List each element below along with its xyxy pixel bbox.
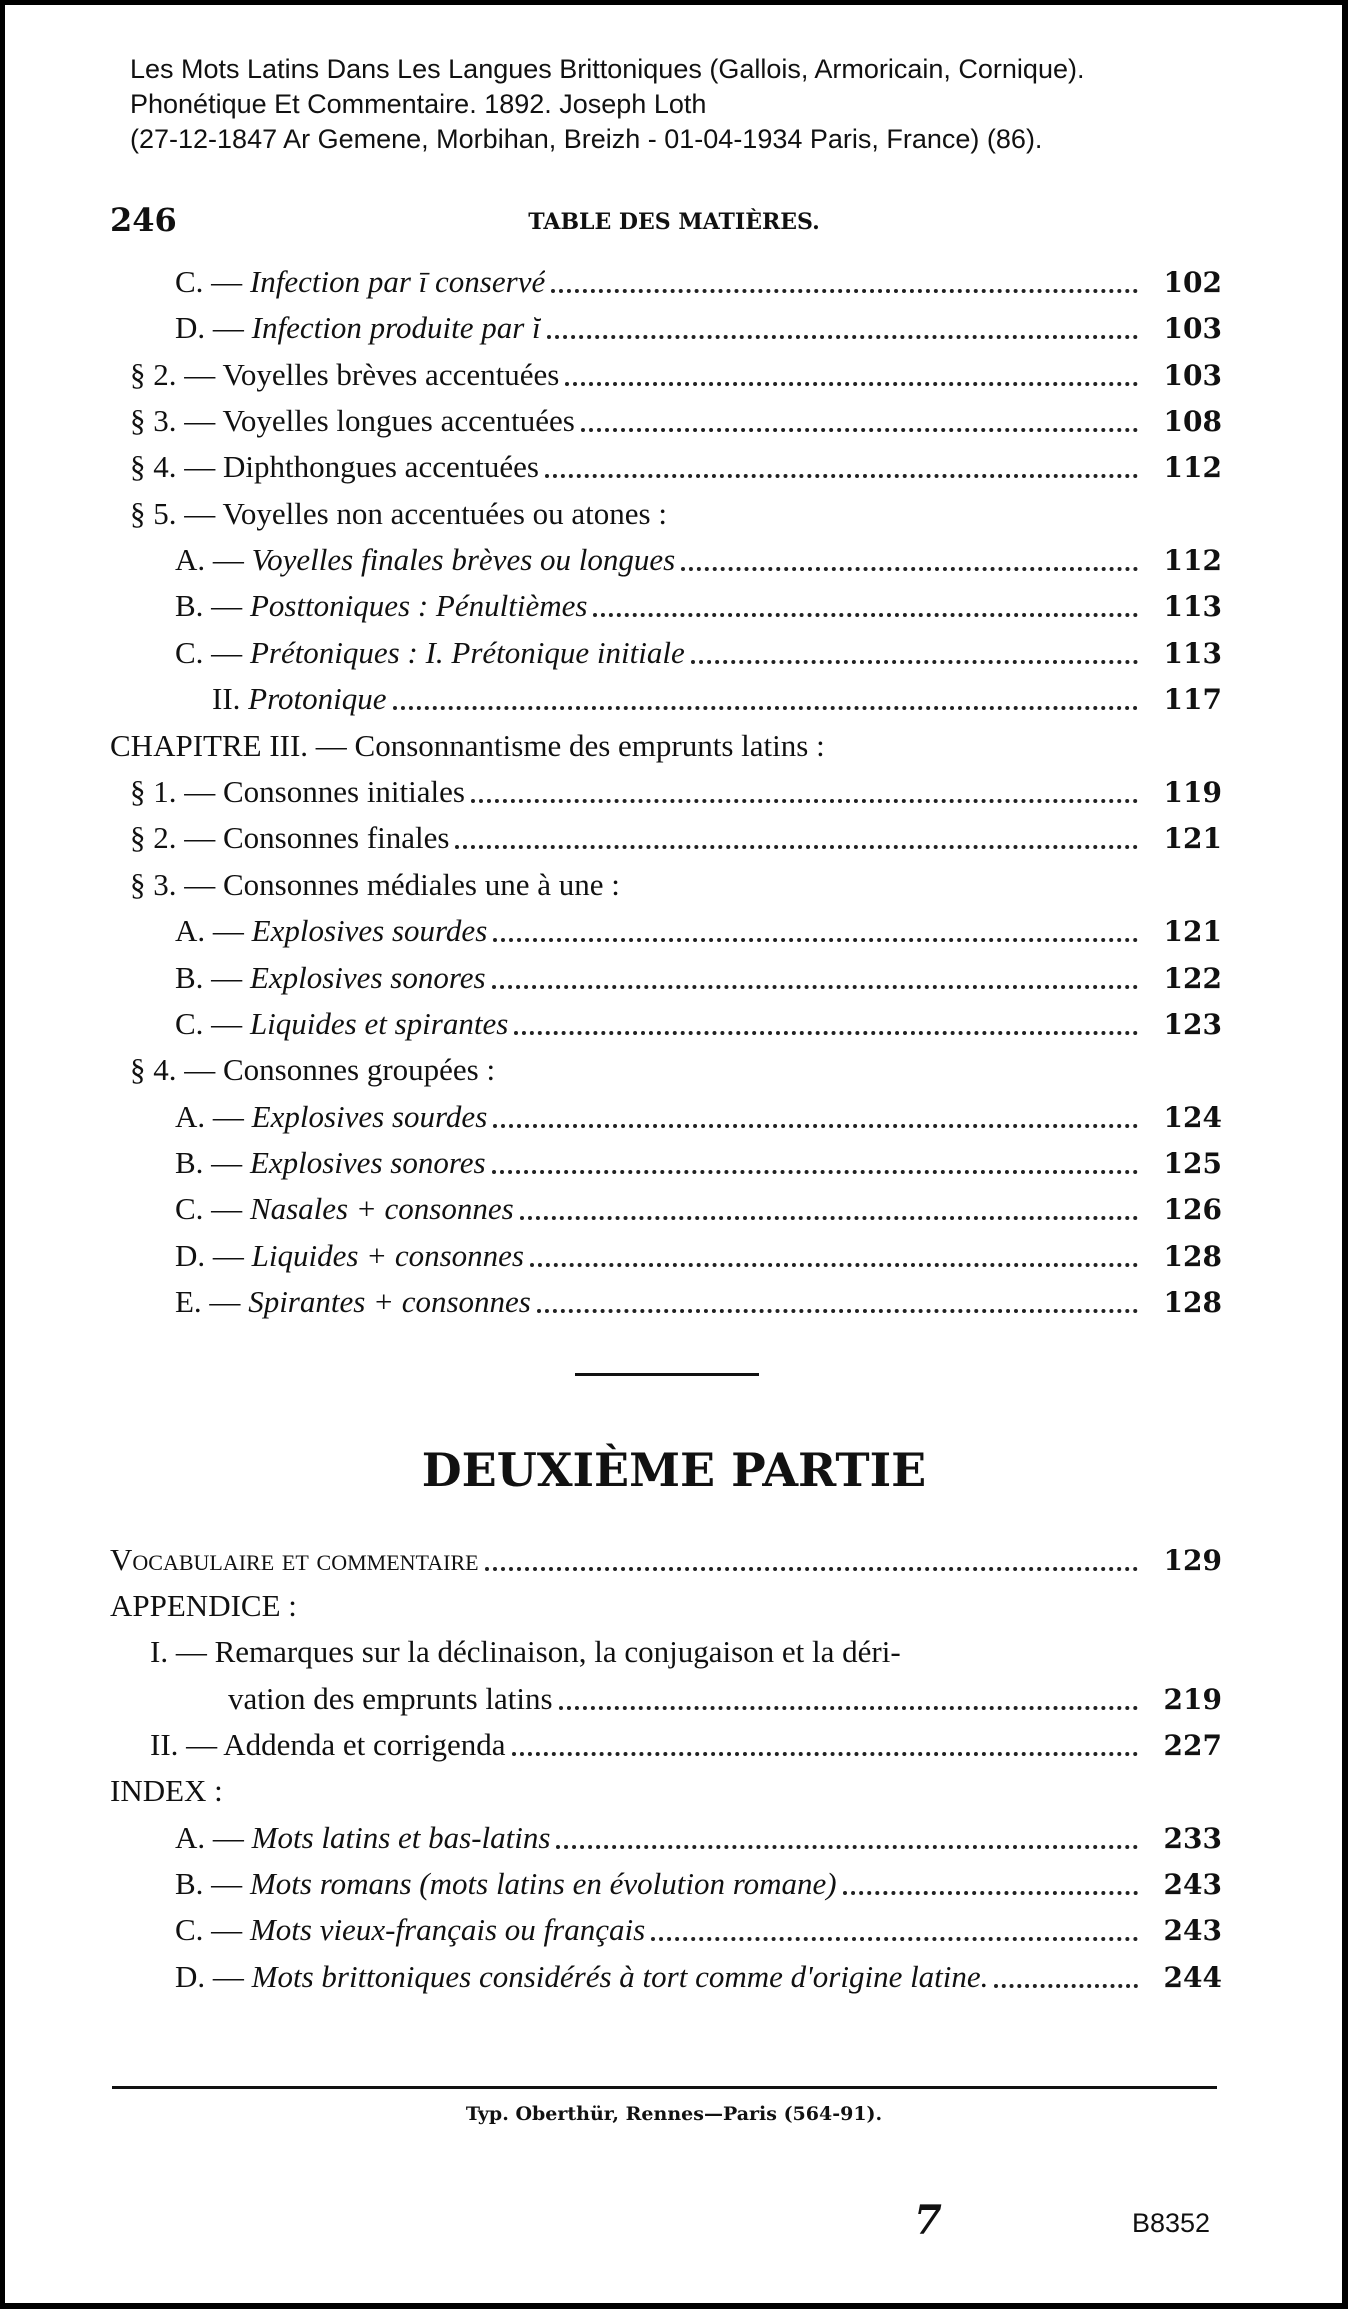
toc-entry-prefix: § 2. —: [130, 357, 223, 392]
toc-entry-line: [175, 1143, 1222, 1183]
dot-leader: [537, 1309, 1138, 1313]
toc-entry-text: [150, 1632, 901, 1672]
toc-entry-title: Diphthongues accentuées: [223, 449, 539, 484]
toc-entry-prefix: D. —: [175, 1238, 252, 1273]
toc-entry-text: [110, 726, 825, 766]
toc-entry-line: [175, 1189, 1222, 1229]
toc-entry-prefix: § 3. —: [130, 403, 223, 438]
toc-entry-text: [175, 1097, 487, 1137]
toc-entry-text: [212, 679, 387, 719]
toc-entry-text: [175, 262, 545, 302]
toc-entry-title: Mots romans (mots latins en évolution romane): [249, 1866, 837, 1901]
toc-entry-line: [175, 1004, 1222, 1044]
toc-entry-line: [130, 401, 1222, 441]
toc-entry-line: [130, 494, 667, 534]
toc-entry-line: [130, 1050, 495, 1090]
toc-entry-text: [175, 633, 685, 673]
toc-entry-prefix: § 4. —: [130, 1052, 223, 1087]
toc-entry-page: 119: [1163, 776, 1222, 809]
toc-entry: [0, 633, 1348, 673]
toc-entry-prefix: C. —: [175, 1912, 250, 1947]
toc-entry-page: 219: [1163, 1683, 1222, 1716]
toc-entry-prefix: CHAPITRE III. —: [110, 728, 355, 763]
toc-entry-prefix: INDEX :: [110, 1773, 223, 1808]
toc-entry-text: [175, 1143, 486, 1183]
dot-leader: [691, 660, 1138, 664]
toc-entry-text: [228, 1679, 553, 1719]
dot-leader: [843, 1891, 1138, 1895]
dot-leader: [593, 613, 1138, 617]
toc-entry-text: [175, 911, 487, 951]
toc-entry: [0, 308, 1348, 348]
toc-entry-title: Mots brittoniques considérés à tort comme d'origine latine.: [251, 1959, 989, 1994]
dot-leader: [512, 1752, 1138, 1756]
toc-entry-text: [130, 355, 559, 395]
toc-entry-page: 244: [1163, 1961, 1222, 1994]
toc-entry-text: [110, 1586, 297, 1626]
toc-entry-title: Consonnes groupées :: [223, 1052, 496, 1087]
toc-entry-page: 227: [1163, 1729, 1222, 1762]
footer-rule: [112, 2086, 1217, 2089]
toc-entry-text: [130, 401, 575, 441]
toc-entry-title: Infection par ī conservé: [249, 264, 546, 299]
toc-entry-title: Explosives sonores: [249, 960, 486, 995]
dot-leader: [551, 289, 1138, 293]
toc-entry: [0, 911, 1348, 951]
toc-entry-page: 122: [1163, 962, 1222, 995]
toc-entry-prefix: B. —: [175, 1866, 250, 1901]
dot-leader: [559, 1706, 1138, 1710]
toc-entry-page: 128: [1163, 1286, 1222, 1319]
dot-leader: [471, 799, 1138, 803]
toc-entry-prefix: § 2. —: [130, 820, 223, 855]
catalog-line-2: Phonétique Et Commentaire. 1892. Joseph Loth: [130, 89, 707, 119]
catalog-line-1: Les Mots Latins Dans Les Langues Brittoniques (Gallois, Armoricain, Cornique).: [130, 54, 1085, 84]
dot-leader: [545, 474, 1138, 478]
toc-entry-page: 123: [1163, 1008, 1222, 1041]
dot-leader: [651, 1937, 1138, 1941]
toc-entry-page: 108: [1163, 405, 1222, 438]
toc-entry-prefix: II. —: [150, 1727, 224, 1762]
toc-entry-line: [110, 1586, 297, 1626]
toc-entry-text: [175, 958, 486, 998]
section-divider: [575, 1373, 759, 1376]
toc-entry-line: [175, 958, 1222, 998]
toc-entry-prefix: E. —: [175, 1284, 249, 1319]
toc-entry-prefix: D. —: [175, 310, 252, 345]
toc-entry-text: [130, 494, 667, 534]
toc-entry-prefix: C. —: [175, 1191, 250, 1226]
toc-entry: [0, 679, 1348, 719]
toc-entry-line: [175, 1236, 1222, 1276]
toc-entry-page: 121: [1163, 915, 1222, 948]
toc-entry-page: 117: [1163, 683, 1222, 716]
toc-entry-text: [175, 586, 587, 626]
toc-entry-page: 103: [1163, 312, 1222, 345]
toc-entry-title: Voyelles finales brèves ou longues: [251, 542, 676, 577]
toc-entry-line: [175, 586, 1222, 626]
toc-entry-title: Prétoniques : I. Prétonique initiale: [249, 635, 685, 670]
dot-leader: [493, 938, 1138, 942]
toc-entry-text: [130, 865, 620, 905]
toc-entry-prefix: C. —: [175, 1006, 250, 1041]
toc-entry-title: Liquides + consonnes: [251, 1238, 524, 1273]
toc-entry-title: Mots latins et bas-latins: [251, 1820, 551, 1855]
toc-entry-line: [110, 1771, 223, 1811]
dot-leader: [581, 428, 1138, 432]
toc-entry-line: [130, 818, 1222, 858]
dot-leader: [393, 706, 1139, 710]
dot-leader: [493, 1124, 1138, 1128]
toc-entry-prefix: A. —: [175, 1820, 252, 1855]
toc-entry-page: 112: [1163, 451, 1222, 484]
toc-entry: [0, 1540, 1348, 1580]
handwritten-mark: 7: [914, 2197, 942, 2244]
toc-entry-title: vation des emprunts latins: [228, 1681, 553, 1716]
toc-entry-text: [130, 447, 539, 487]
toc-entry: [0, 958, 1348, 998]
toc-entry-prefix: APPENDICE :: [110, 1588, 297, 1623]
toc-entry-page: 121: [1163, 822, 1222, 855]
toc-entry-line: [175, 1097, 1222, 1137]
toc-entry: [0, 1282, 1348, 1322]
dot-leader: [994, 1984, 1138, 1988]
toc-entry-title: Spirantes + consonnes: [248, 1284, 531, 1319]
dot-leader: [530, 1263, 1138, 1267]
shelfmark: B8352: [1132, 2208, 1211, 2238]
toc-entry-text: [130, 1050, 495, 1090]
toc-entry: [0, 1910, 1348, 1950]
toc-entry: [0, 1818, 1348, 1858]
toc-entry-line: [130, 355, 1222, 395]
toc-entry-page: 124: [1163, 1101, 1222, 1134]
toc-entry-prefix: C. —: [175, 264, 250, 299]
dot-leader: [565, 382, 1138, 386]
toc-entry-text: [130, 772, 465, 812]
toc-entry-title: Consonnantisme des emprunts latins :: [354, 728, 825, 763]
dot-leader: [681, 567, 1138, 571]
toc-entry-line: [175, 262, 1222, 302]
toc-entry: [0, 772, 1348, 812]
toc-entry-text: [175, 308, 541, 348]
toc-entry: [0, 726, 1348, 766]
toc-entry-line: [175, 1910, 1222, 1950]
toc-entry-line: [175, 1864, 1222, 1904]
toc-entry-prefix: § 3. —: [130, 867, 223, 902]
toc-entry-text: [150, 1725, 506, 1765]
toc-entry-page: 128: [1163, 1240, 1222, 1273]
toc-entry-title: Explosives sourdes: [251, 913, 488, 948]
toc-entry-page: 243: [1163, 1868, 1222, 1901]
toc-entry-title: Voyelles non accentuées ou atones :: [222, 496, 667, 531]
toc-entry-line: [150, 1632, 901, 1672]
catalog-header: [130, 52, 1280, 157]
toc-entry-title: Consonnes finales: [223, 820, 450, 855]
dot-leader: [556, 1845, 1138, 1849]
toc-entry-text: [175, 1864, 837, 1904]
toc-entry-page: 102: [1163, 266, 1222, 299]
toc-entry-title: Posttoniques : Pénultièmes: [249, 588, 588, 623]
toc-entry-title: Consonnes médiales une à une :: [223, 867, 620, 902]
toc-entry: [0, 262, 1348, 302]
toc-entry-title: Addenda et corrigenda: [223, 1727, 506, 1762]
toc-entry: [0, 1586, 1348, 1626]
toc-entry: [0, 401, 1348, 441]
toc-entry-text: [175, 1818, 550, 1858]
toc-entry-title: Explosives sourdes: [251, 1099, 488, 1134]
toc-entry-page: 243: [1163, 1914, 1222, 1947]
toc-entry-page: 129: [1163, 1544, 1222, 1577]
toc-entry-title: Remarques sur la déclinaison, la conjugaison et la déri-: [214, 1634, 901, 1669]
toc-entry-title: Liquides et spirantes: [249, 1006, 509, 1041]
toc-entry-title: Explosives sonores: [249, 1145, 486, 1180]
toc-entry: [0, 1143, 1348, 1183]
toc-entry-text: [110, 1771, 223, 1811]
toc-entry-prefix: C. —: [175, 635, 250, 670]
toc-entry-text: [110, 1540, 479, 1580]
toc-entry-line: [175, 540, 1222, 580]
toc-entry-page: 126: [1163, 1193, 1222, 1226]
toc-entry-page: 125: [1163, 1147, 1222, 1180]
toc-entry-text: [130, 818, 449, 858]
toc-entry-title: Infection produite par ĭ: [251, 310, 541, 345]
toc-entry-line: [175, 633, 1222, 673]
toc-entry-line: [130, 772, 1222, 812]
toc-entry: [0, 1189, 1348, 1229]
toc-entry-prefix: B. —: [175, 1145, 250, 1180]
toc-entry-line: [212, 679, 1222, 719]
toc-entry: [0, 1236, 1348, 1276]
toc-entry: [0, 1097, 1348, 1137]
toc-entry-title: Nasales + consonnes: [249, 1191, 514, 1226]
toc-entry-page: 112: [1163, 544, 1222, 577]
toc-entry-text: [175, 540, 675, 580]
toc-entry-text: [175, 1957, 988, 1997]
toc-entry: [0, 355, 1348, 395]
toc-entry: [0, 586, 1348, 626]
toc-entry-prefix: A. —: [175, 542, 252, 577]
dot-leader: [492, 985, 1138, 989]
toc-entry-text: [175, 1282, 531, 1322]
toc-entry-text: [175, 1004, 508, 1044]
toc-entry-title: Voyelles brèves accentuées: [222, 357, 560, 392]
toc-entry-line: [175, 1818, 1222, 1858]
toc-entry-text: [175, 1189, 514, 1229]
dot-leader: [492, 1170, 1138, 1174]
toc-entry: [0, 1957, 1348, 1997]
toc-entry-prefix: § 4. —: [130, 449, 223, 484]
dot-leader: [514, 1031, 1138, 1035]
toc-entry: [0, 1004, 1348, 1044]
dot-leader: [547, 335, 1138, 339]
toc-entry-line: [175, 308, 1222, 348]
toc-entry: [0, 540, 1348, 580]
toc-entry-line: [130, 447, 1222, 487]
toc-entry: [0, 1864, 1348, 1904]
page-number: 246: [110, 201, 177, 239]
toc-entry-page: 113: [1163, 637, 1222, 670]
toc-entry-line: [150, 1725, 1222, 1765]
toc-entry-text: [175, 1910, 645, 1950]
toc-entry-prefix: § 1. —: [130, 774, 223, 809]
printer-imprint: Typ. Oberthür, Rennes—Paris (564-91).: [465, 2103, 883, 2125]
part-title: DEUXIÈME PARTIE: [421, 1443, 927, 1497]
toc-entry-line: [130, 865, 620, 905]
toc-entry: [0, 1679, 1348, 1719]
toc-entry-prefix: A. —: [175, 1099, 252, 1134]
toc-entry-line: [175, 911, 1222, 951]
toc-entry: [0, 1771, 1348, 1811]
dot-leader: [485, 1567, 1138, 1571]
toc-entry-line: [110, 726, 825, 766]
toc-entry-title: Protonique: [248, 681, 387, 716]
toc-entry-title: Consonnes initiales: [223, 774, 465, 809]
toc-entry: [0, 1725, 1348, 1765]
toc-entry-title: Mots vieux-français ou français: [249, 1912, 646, 1947]
toc-entry-prefix: D. —: [175, 1959, 252, 1994]
toc-entry-prefix: A. —: [175, 913, 252, 948]
toc-entry-prefix: B. —: [175, 960, 250, 995]
toc-entry: [0, 447, 1348, 487]
toc-entry-line: [110, 1540, 1222, 1580]
toc-entry-prefix: I. —: [150, 1634, 215, 1669]
toc-entry: [0, 818, 1348, 858]
toc-entry-text: [175, 1236, 524, 1276]
catalog-line-3: (27-12-1847 Ar Gemene, Morbihan, Breizh - 01-04-1934 Paris, France) (86).: [130, 124, 1043, 154]
toc-entry-line: [175, 1282, 1222, 1322]
toc-entry-page: 103: [1163, 359, 1222, 392]
toc-entry-page: 233: [1163, 1822, 1222, 1855]
toc-entry-title: Vocabulaire et commentaire: [110, 1542, 479, 1577]
toc-entry-prefix: II.: [212, 681, 249, 716]
toc-entry: [0, 494, 1348, 534]
toc-entry-title: Voyelles longues accentuées: [222, 403, 575, 438]
running-title: TABLE DES MATIÈRES.: [528, 209, 820, 235]
toc-entry-prefix: B. —: [175, 588, 250, 623]
toc-entry: [0, 1050, 1348, 1090]
toc-entry: [0, 1632, 1348, 1672]
dot-leader: [520, 1216, 1138, 1220]
toc-entry: [0, 865, 1348, 905]
toc-entry-line: [228, 1679, 1222, 1719]
toc-entry-line: [175, 1957, 1222, 1997]
dot-leader: [455, 845, 1138, 849]
toc-entry-page: 113: [1163, 590, 1222, 623]
toc-entry-prefix: § 5. —: [130, 496, 223, 531]
